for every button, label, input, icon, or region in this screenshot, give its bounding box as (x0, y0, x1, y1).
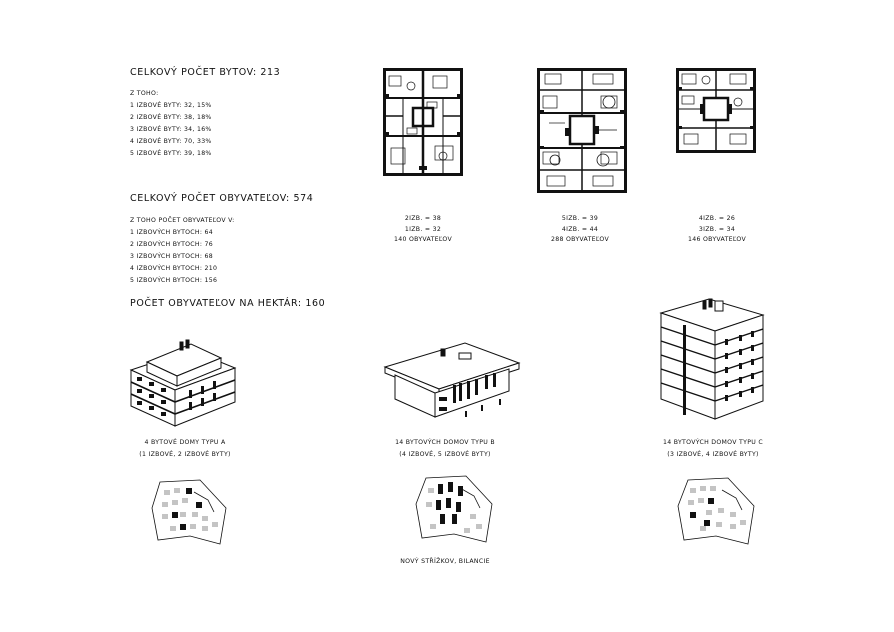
building-c-caption (643, 437, 783, 461)
site-plan-b (414, 474, 494, 546)
site-balance-caption: NOVÝ STŘÍŽKOV, BILANCIE (400, 558, 490, 565)
floor-plan-c (676, 68, 756, 153)
residents-intro: Z TOHO POČET OBYVATEĽOV V: (130, 217, 235, 224)
plan-caption-line: 3IZB. = 34 (698, 225, 736, 233)
plan-caption-line: 4IZB. = 26 (698, 215, 736, 222)
floor-plan-b (537, 68, 627, 193)
residents-total-heading: CELKOVÝ POČET OBYVATEĽOV: 574 (130, 193, 314, 204)
plan-caption-line: 5IZB. = 39 (561, 215, 599, 222)
residents-line: 5 IZBOVÝCH BYTOCH: 156 (130, 277, 218, 284)
apartments-line: 2 IZBOVÉ BYTY: 38, 18% (130, 114, 212, 121)
apartments-total-heading: CELKOVÝ POČET BYTOV: 213 (130, 67, 281, 78)
residents-line: 3 IZBOVÝCH BYTOCH: 68 (130, 253, 214, 260)
apartments-line: 3 IZBOVÉ BYTY: 34, 16% (130, 126, 212, 133)
plan-caption-line: 1IZB. = 32 (404, 225, 442, 233)
building-type-b-axonometric (383, 325, 523, 425)
residents-line: 2 IZBOVÝCH BYTOCH: 76 (130, 241, 214, 248)
residents-list (130, 215, 235, 287)
plan-caption-line: 146 OBYVATEĽOV (687, 236, 747, 243)
plan-caption-line: 140 OBYVATEĽOV (393, 236, 453, 243)
building-title: 14 BYTOVÝCH DOMOV TYPU C (663, 439, 763, 446)
plan-a-caption (373, 214, 473, 246)
building-a-caption (115, 437, 255, 461)
building-type-a-axonometric (125, 330, 245, 430)
site-plan-c (676, 476, 756, 548)
apartments-line: 1 IZBOVÉ BYTY: 32, 15% (130, 102, 212, 109)
building-subtitle: (1 IZBOVÉ, 2 IZBOVÉ BYTY) (139, 451, 231, 458)
apartments-intro: Z TOHO: (130, 90, 159, 97)
building-title: 4 BYTOVÉ DOMY TYPU A (144, 439, 226, 446)
apartments-line: 4 IZBOVÉ BYTY: 70, 33% (130, 138, 212, 145)
floor-plan-a (383, 68, 463, 176)
building-title: 14 BYTOVÝCH DOMOV TYPU B (395, 439, 495, 446)
apartments-list (130, 88, 212, 160)
residents-line: 1 IZBOVÝCH BYTOCH: 64 (130, 229, 214, 236)
building-type-c-axonometric (655, 295, 770, 425)
residents-per-hectare-heading: POČET OBYVATEĽOV NA HEKTÁR: 160 (130, 298, 326, 309)
plan-b-caption (530, 214, 630, 246)
residents-line: 4 IZBOVÝCH BYTOCH: 210 (130, 265, 218, 272)
building-subtitle: (4 IZBOVÉ, 5 IZBOVÉ BYTY) (399, 451, 491, 458)
plan-caption-line: 4IZB. = 44 (561, 225, 599, 233)
building-subtitle: (3 IZBOVÉ, 4 IZBOVÉ BYTY) (667, 451, 759, 458)
site-plan-a (150, 478, 230, 548)
building-b-caption (375, 437, 515, 461)
plan-caption-line: 288 OBYVATEĽOV (550, 236, 610, 243)
apartments-line: 5 IZBOVÉ BYTY: 39, 18% (130, 150, 212, 157)
plan-caption-line: 2IZB. = 38 (404, 215, 442, 222)
plan-c-caption (667, 214, 767, 246)
